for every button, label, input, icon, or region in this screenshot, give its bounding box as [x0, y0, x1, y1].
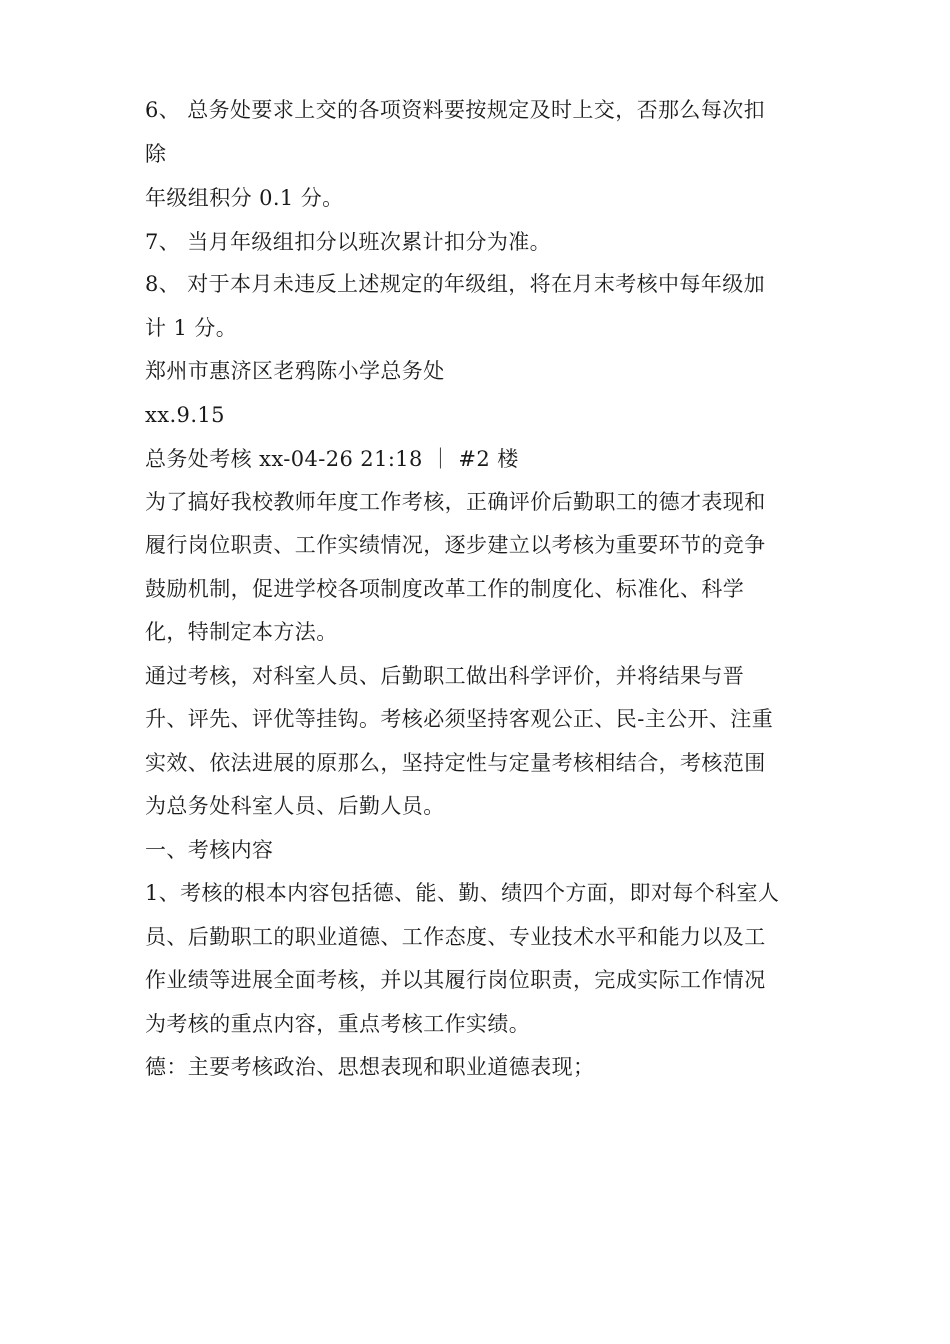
document-date: xx.9.15 [145, 403, 225, 427]
text-line: 员、后勤职工的职业道德、工作态度、专业技术水平和能力以及工 [145, 925, 766, 949]
text-line: 为总务处科室人员、后勤人员。 [145, 794, 445, 818]
text-line: 年级组积分 0.1 分。 [145, 186, 344, 210]
text-line: 计 1 分。 [145, 316, 238, 340]
text-line: 作业绩等进展全面考核，并以其履行岗位职责，完成实际工作情况 [145, 968, 766, 992]
text-line: 德：主要考核政治、思想表现和职业道德表现； [145, 1055, 595, 1079]
text-line: 1、考核的根本内容包括德、能、勤、绩四个方面，即对每个科室人 [145, 881, 780, 905]
text-line: 7、 当月年级组扣分以班次累计扣分为准。 [145, 230, 552, 254]
section-heading: 一、考核内容 [145, 838, 274, 862]
text-line: 为了搞好我校教师年度工作考核，正确评价后勤职工的德才表现和 [145, 490, 766, 514]
text-line: 履行岗位职责、工作实绩情况，逐步建立以考核为重要环节的竞争 [145, 533, 766, 557]
text-line: 为考核的重点内容，重点考核工作实绩。 [145, 1012, 531, 1036]
text-line: 8、 对于本月未违反上述规定的年级组，将在月末考核中每年级加 [145, 272, 766, 296]
text-line: 除 [145, 142, 167, 166]
text-line: 升、评先、评优等挂钩。考核必须坚持客观公正、民-主公开、注重 [145, 707, 774, 731]
text-line: 6、 总务处要求上交的各项资料要按规定及时上交，否那么每次扣 [145, 98, 766, 122]
organization-name: 郑州市惠济区老鸦陈小学总务处 [145, 359, 445, 383]
text-line: 实效、依法进展的原那么，坚持定性与定量考核相结合，考核范围 [145, 751, 766, 775]
text-line: 化，特制定本方法。 [145, 620, 338, 644]
text-line: 鼓励机制，促进学校各项制度改革工作的制度化、标准化、科学 [145, 577, 745, 601]
post-header: 总务处考核 xx-04-26 21:18 ｜ #2 楼 [145, 447, 519, 471]
text-line: 通过考核，对科室人员、后勤职工做出科学评价，并将结果与晋 [145, 664, 745, 688]
